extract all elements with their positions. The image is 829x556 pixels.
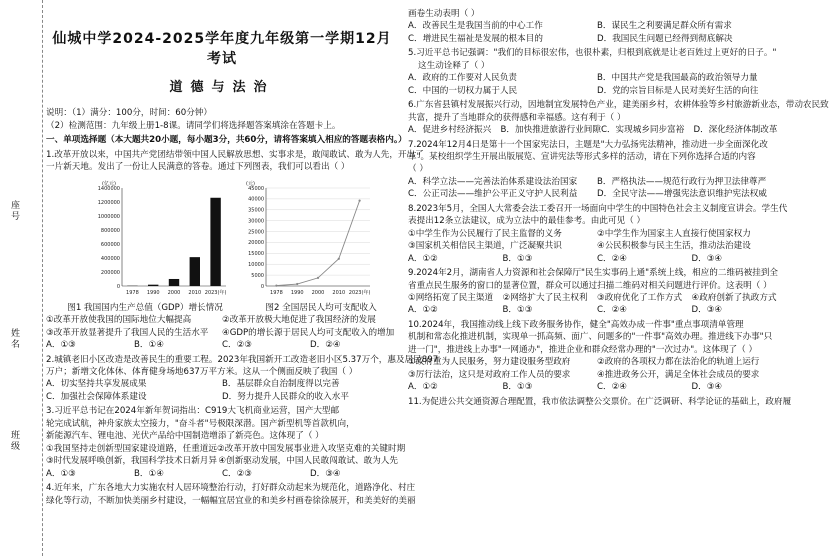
question-text: 机制和常态化推进机制，实现单一抓高频、面广、问题多的"一件事"高效办理。推进线下办事"只 — [408, 332, 773, 343]
statement-1: ①改革开放使我国的国际地位大幅提高 — [46, 315, 192, 326]
choice-d: D．③④ — [691, 253, 723, 264]
question-text: 绿化等行动，不断加快美丽乡村建设，一幅幅宜居宜业的和美乡村画卷徐徐展开，和美美好的美丽 — [46, 495, 416, 506]
question-9 — [408, 267, 786, 317]
statement-3: ③政府优化了工作方式 — [597, 292, 683, 303]
choice-c: C．中国的一切权力属于人民 — [408, 85, 518, 96]
option-row — [46, 378, 398, 390]
x-tick-label: 1990 — [290, 289, 304, 296]
bar — [210, 197, 220, 285]
choice-d: D．②④ — [310, 340, 341, 351]
choice-d: D．我国民生问题已经得到彻底解决 — [597, 33, 733, 44]
choice-a: A．科学立法——完善法治体系建设法治国家 — [408, 176, 578, 187]
question-4-continued — [408, 8, 786, 45]
question-text: 表提出12条立法建议，成为立法中的最佳参考。由此可见（ ） — [408, 216, 646, 227]
choice-row — [408, 124, 786, 136]
question-text: 2.城镇老旧小区改造是改善民生的重要工程。2023年我国新开工改造老旧小区5.37万个，惠及居民897 — [46, 354, 439, 365]
choice-d: D．深化经济体制改革 — [693, 125, 778, 136]
income-line-chart — [244, 178, 376, 300]
statement-1: ①中学生作为公民履行了民主监督的义务 — [408, 228, 562, 239]
choice-c: C．加强社会保障体系建设 — [46, 391, 147, 402]
choice-row — [408, 304, 786, 316]
y-tick-label: 35000 — [248, 207, 264, 214]
y-tick-label: 0 — [260, 283, 264, 290]
y-tick-label: 45000 — [248, 185, 264, 192]
y-tick-label: 0 — [116, 283, 120, 290]
statement-4: ④公民积极参与民主生活，推动法治建设 — [597, 241, 751, 252]
statement-1: ①我国坚持走创新型国家建设道路，任重道远 — [46, 443, 217, 454]
y-tick-label: 30000 — [248, 218, 264, 225]
question-text: 11.为促进公共交通资源合理配置，我市依法调整公交票价。在广泛调研、科学论证的基础上，政府履 — [408, 396, 792, 407]
statement-1: ①网络拓宽了民主渠道 — [408, 292, 494, 303]
statement-2: ②改革开放中国发展事业进入攻坚克难的关键时期 — [217, 443, 406, 454]
choice-a: A．①② — [408, 382, 438, 393]
x-tick-label: 1978 — [126, 289, 139, 296]
y-tick-label: 10000 — [248, 261, 264, 268]
choice-c: C．②④ — [597, 382, 628, 393]
choice-b: B．中国共产党是我国最高的政治领导力量 — [597, 73, 758, 84]
question-text: 省重点民生服务的窗口的显著位置，群众可以通过扫描二维码对相关问题进行评价。这表明（ ） — [408, 280, 772, 291]
choice-c: C．②③ — [222, 468, 253, 479]
choice-b: B．加快推进旅游行业间隙 — [500, 125, 601, 136]
choice-b: B．①③ — [502, 305, 533, 316]
section-heading: 一、单项选择题（本大题共20小题，每小题3分，共60分，请将答案填入相应的答题表格内。） — [46, 135, 407, 146]
statement-1: ①政府重为人民服务，努力建设服务型政府 — [408, 357, 571, 368]
seat-number-label: 座号 — [9, 200, 19, 222]
y-tick-label: 1400000 — [97, 185, 120, 192]
choice-a: A．①③ — [46, 468, 76, 479]
question-8 — [408, 203, 786, 265]
choice-c: C．增进民生福祉是发展的根本目的 — [408, 33, 543, 44]
question-text: 新能源汽车、锂电池、光伏产品给中国制造增添了新亮色。这体现了（ ） — [46, 431, 324, 442]
y-tick-label: 15000 — [248, 250, 264, 257]
x-tick-label: 2010 — [188, 289, 202, 296]
name-label: 姓名 — [9, 328, 19, 350]
figure-2-caption: 图2 全国居民人均可支配收入 — [265, 302, 377, 313]
question-text: 8.2023年5月，全国人大常委会法工委召开一场面向中学生的中国特色社会主义制度宣讲会。学生代 — [408, 203, 788, 214]
gdp-bar-chart — [97, 178, 232, 300]
x-tick-label: 2000 — [311, 289, 325, 296]
class-label: 班级 — [9, 430, 19, 452]
question-10 — [408, 319, 786, 394]
choice-c: C．②④ — [597, 253, 628, 264]
y-tick-label: 5000 — [251, 272, 264, 279]
option-row — [46, 327, 398, 339]
option-row — [408, 85, 786, 97]
choice-row — [408, 253, 786, 265]
option-row — [408, 356, 786, 368]
choice-row — [408, 381, 786, 393]
option-row — [408, 33, 786, 45]
data-point — [359, 199, 361, 201]
bar — [169, 279, 179, 286]
choice-a: A．①② — [408, 305, 438, 316]
option-row — [408, 240, 786, 252]
series-line — [276, 200, 359, 285]
choice-d: D．全民守法——增强宪法意识维护宪法权威 — [597, 189, 767, 200]
data-point — [296, 283, 298, 285]
choice-d: D．党的宗旨目标是人民对美好生活的向往 — [597, 85, 759, 96]
choice-c: C．②④ — [597, 305, 628, 316]
choice-row — [46, 339, 398, 351]
question-6 — [408, 99, 829, 136]
choice-b: B．严格执法——规范行政行为押卫法律尊严 — [597, 176, 767, 187]
choice-d: D．努力提升人民群众的收入水平 — [222, 391, 349, 402]
statement-4: ④创新驱动发展，中国人民敢闯敢试、敢为人先 — [218, 456, 398, 467]
y-axis-unit: (亿元) — [102, 180, 116, 187]
question-text: 9.2024年2月，湖南省人力资源和社会保障厅"民生实事码上通"系统上线，相应的二维码被挂到全 — [408, 268, 779, 279]
y-tick-label: 400000 — [100, 255, 120, 262]
question-7 — [408, 139, 786, 201]
statement-2: ②政府的各项权力都在法治化的轨道上运行 — [597, 357, 760, 368]
option-row — [408, 228, 786, 240]
question-text: 画卷生动表明（ ） — [408, 9, 480, 19]
question-text: 5.习近平总书记强调："我们的目标很宏伟，也很朴素，归根到底就是让老百姓过上更好的日子。" — [408, 48, 777, 59]
question-text: 3.习近平总书记在2024年新年贺词指出：C919大飞机商业运营，国产大型邮 — [46, 406, 340, 417]
choice-a: A．改善民生是我国当前的中心工作 — [408, 21, 543, 32]
figure-1-caption: 图1 我国国内生产总值（GDP）增长情况 — [67, 302, 223, 313]
y-tick-label: 1200000 — [97, 199, 120, 206]
x-tick-label: 1990 — [146, 289, 160, 296]
chart-area — [46, 178, 398, 300]
x-tick-label: 2023(年) — [348, 289, 371, 296]
statement-4: ④GDP的增长源于居民人均可支配收入的增加 — [222, 327, 395, 338]
exam-title: 仙城中学2024-2025学年度九年级第一学期12月考试 — [52, 31, 392, 68]
option-row — [46, 455, 398, 467]
option-row — [408, 188, 786, 200]
question-11 — [408, 396, 792, 408]
option-row — [408, 292, 786, 304]
question-text: 4.近年来，广东各地大力实施农村人居环境整治行动，打好群众动起来为规范化，道路净化、村庄 — [46, 483, 416, 494]
statement-3: ③国家机关相信民主渠道，广泛凝聚共识 — [408, 241, 562, 252]
question-text: 共富，提升了当地群众的获得感和幸福感。这有利于（ ） — [408, 112, 626, 123]
question-text: 1.改革开放以来，中国共产党团结带领中国人民解放思想、实事求是，敢闯敢试、敢为人先，开出了 — [46, 149, 424, 160]
choice-a: A．①② — [408, 253, 438, 264]
option-row — [46, 391, 398, 403]
statement-2: ②网络扩大了民主权利 — [502, 292, 588, 303]
question-text: 10.2024年，我国推动线上线下政务服务协作，健全"高效办成一件事"重点事项清单管理 — [408, 319, 744, 330]
choice-a: A．政府的工作要对人民负责 — [408, 73, 518, 84]
choice-c: C．②③ — [222, 340, 253, 351]
y-tick-label: 25000 — [248, 229, 264, 236]
statement-3: ③改革开放显著提升了我国人民的生活水平 — [46, 327, 209, 338]
question-text: 7.2024年12月4日是第十一个国家宪法日，主题是"大力弘扬宪法精神，推动进一步全面深化改 — [408, 139, 768, 150]
bar — [148, 284, 158, 285]
question-text: 进一门"，推进线上办事"一网通办"，推进企业和群众经常办理的"一次过办"。这体现了（ ） — [408, 344, 758, 355]
binding-margin — [0, 0, 43, 556]
y-tick-label: 20000 — [248, 239, 264, 246]
y-tick-label: 600000 — [100, 241, 120, 248]
choice-b: B．谋民生之利要满足群众所有需求 — [597, 21, 732, 32]
option-row — [408, 369, 786, 381]
choice-b: B．①③ — [502, 382, 533, 393]
choice-d: D．③④ — [691, 305, 723, 316]
statement-2: ②中学生作为国家主人直接行使国家权力 — [597, 228, 751, 239]
choice-b: B．①④ — [134, 468, 164, 479]
question-5 — [408, 47, 786, 97]
choice-d: D．③④ — [691, 382, 723, 393]
y-axis-unit: (元) — [246, 180, 255, 187]
note-line: （2）检测范围：九年级上册1-8课。请同学们将选择题答案填涂在答题卡上。 — [46, 120, 341, 131]
x-tick-label: 1978 — [270, 289, 283, 296]
option-row — [46, 443, 406, 455]
choice-row — [46, 468, 398, 480]
question-4 — [46, 482, 416, 507]
statement-3: ③时代发展呼唤创新，我国科学技术日新月异 — [46, 456, 217, 467]
option-row — [408, 72, 786, 84]
data-point — [275, 284, 277, 286]
question-text: 轮完成试航，神舟家族太空接力，"奋斗者"号极限深潜。国产新型机等首款机向， — [46, 418, 355, 429]
question-3 — [46, 405, 406, 480]
question-text: （ ） — [408, 164, 428, 175]
y-tick-label: 40000 — [248, 196, 264, 203]
choice-b: B．基层群众自治制度得以完善 — [222, 379, 340, 390]
x-tick-label: 2010 — [332, 289, 346, 296]
choice-a: A．切实坚持共享发展成果 — [46, 379, 147, 390]
right-column — [408, 0, 829, 408]
question-text: 万户；新增文化体休、体育健身场地637万平方米。这从一个侧面反映了我国（ ） — [46, 366, 358, 377]
choice-d: D．③④ — [310, 468, 341, 479]
chart-captions — [46, 302, 398, 314]
option-row — [408, 176, 786, 188]
choice-c: C．实现城乡同步富裕 — [600, 125, 685, 136]
option-row — [46, 314, 398, 326]
note-line: 说明：（1）满分：100分，时间：60分钟） — [46, 108, 213, 119]
question-text: 一片新天地。发出了一份让人民满意的答卷。通过下列图表，我们可以看出（ ） — [46, 162, 350, 173]
choice-a: A．①③ — [46, 340, 76, 351]
statement-3: ③厉行法治，这只是对政府工作人员的要求 — [408, 369, 571, 380]
choice-a: A．促进乡村经济振兴 — [408, 125, 492, 136]
statement-4: ④政府创新了执政方式 — [691, 292, 777, 303]
question-text: 革"。某校组织学生开展出版展览、宣讲宪法等形式多样的活动，请在下列你选择合适的内容 — [408, 151, 756, 162]
bar — [190, 257, 200, 286]
y-tick-label: 800000 — [100, 227, 120, 234]
data-point — [338, 257, 340, 259]
y-tick-label: 1000000 — [97, 213, 120, 220]
option-row — [408, 20, 786, 32]
exam-subject: 道德与法治 — [169, 79, 275, 95]
choice-b: B．①④ — [134, 340, 164, 351]
x-tick-label: 2023(年) — [204, 289, 227, 296]
x-tick-label: 2000 — [167, 289, 181, 296]
question-text: 这生动诠释了（ ） — [418, 60, 490, 71]
choice-b: B．①③ — [502, 253, 533, 264]
y-tick-label: 200000 — [100, 269, 120, 276]
statement-2: ②改革开放极大地促进了我国经济的发展 — [222, 315, 376, 326]
data-point — [317, 276, 319, 278]
question-text: 6.广东省县镇村发展振兴行动，因地制宜发展特色产业，建美丽乡村，农耕体验等乡村旅游新业态，带动农民致 — [408, 100, 829, 111]
choice-c: C．公正司法——维护公平正义守护人民利益 — [408, 189, 578, 200]
statement-4: ④推进政务公开，满足全体社会成员的要求 — [597, 369, 760, 380]
